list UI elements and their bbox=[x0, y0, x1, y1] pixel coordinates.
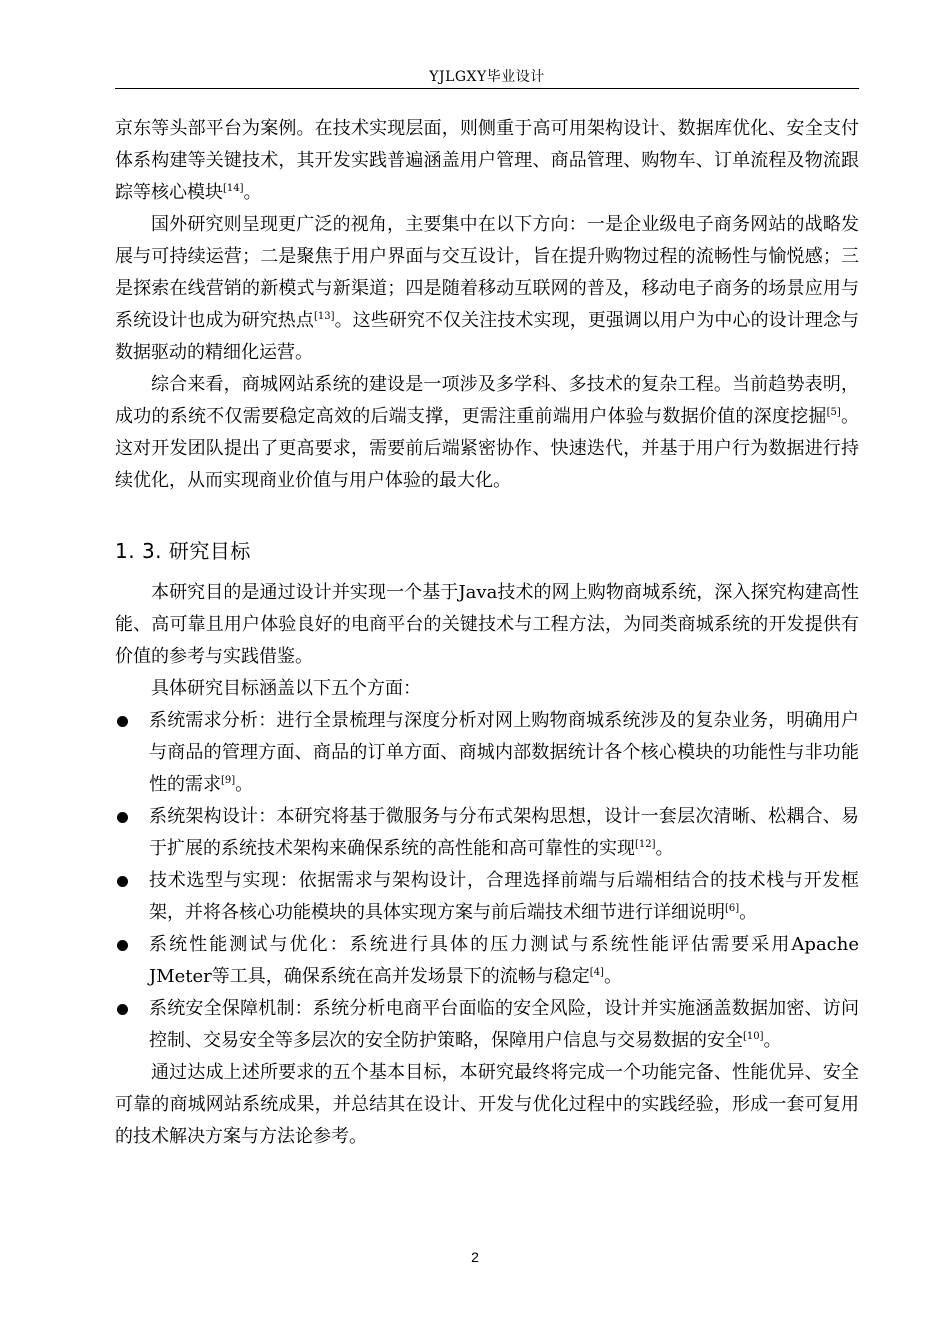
paragraph-text: 综合来看，商城网站系统的建设是一项涉及多学科、多技术的复杂工程。当前趋势表明，成功的系统不仅需要稳定高效的后端支撑，更需注重前端用户体验与数据价值的深度挖掘 bbox=[115, 374, 859, 427]
citation-ref: [14] bbox=[223, 183, 244, 194]
section-lead: 具体研究目标涵盖以下五个方面： bbox=[151, 678, 421, 699]
list-item bbox=[115, 929, 859, 993]
list-item bbox=[115, 705, 859, 801]
bullet-icon bbox=[117, 1004, 128, 1015]
list-item-text: 系统性能测试与优化：系统进行具体的压力测试与系统性能评估需要采用Apache JMeter等工具，确保系统在高并发场景下的流畅与稳定 bbox=[149, 934, 859, 987]
citation-ref: [13] bbox=[313, 311, 335, 322]
paragraph-text: 国外研究则呈现更广泛的视角，主要集中在以下方向：一是企业级电子商务网站的战略发展与可持续运营；二是聚焦于用户界面与交互设计，旨在提升购物过程的流畅性与愉悦感；三是探索在线营销的新模式与新渠道；四是随着移动互联网的普及，移动电子商务的场景应用与系统设计也成为研究热点 bbox=[115, 214, 859, 331]
header-rule bbox=[115, 88, 859, 89]
page-content bbox=[115, 113, 859, 1153]
paragraph-tail: 。 bbox=[243, 182, 262, 203]
list-item-text: 系统安全保障机制：系统分析电商平台面临的安全风险，设计并实施涵盖数据加密、访问控制、交易安全等多层次的安全防护策略，保障用户信息与交易数据的安全 bbox=[149, 998, 859, 1051]
citation-ref: [5] bbox=[826, 407, 841, 418]
section-intro: 本研究目的是通过设计并实现一个基于Java技术的网上购物商城系统，深入探究构建高性能、高可靠且用户体验良好的电商平台的关键技术与工程方法，为同类商城系统的开发提供有价值的参考与实践借鉴。 bbox=[115, 582, 859, 667]
list-item-text: 系统架构设计：本研究将基于微服务与分布式架构思想，设计一套层次清晰、松耦合、易于扩展的系统技术架构来确保系统的高性能和高可靠性的实现 bbox=[149, 806, 859, 859]
page-number: 2 bbox=[471, 1249, 479, 1265]
list-item-text: 技术选型与实现：依据需求与架构设计，合理选择前端与后端相结合的技术栈与开发框架，并将各核心功能模块的具体实现方案与前后端技术细节进行详细说明 bbox=[149, 870, 859, 923]
list-item bbox=[115, 993, 859, 1057]
paragraph-summary bbox=[115, 369, 859, 497]
paragraph-continued bbox=[115, 113, 859, 209]
section-conclusion: 通过达成上述所要求的五个基本目标，本研究最终将完成一个功能完备、性能优异、安全可靠的商城网站系统成果，并总结其在设计、开发与优化过程中的实践经验，形成一套可复用的技术解决方案与方法论参考。 bbox=[115, 1062, 859, 1147]
citation-ref: [10] bbox=[743, 1031, 764, 1042]
bullet-icon bbox=[117, 876, 128, 887]
paragraph-foreign-research bbox=[115, 209, 859, 369]
section-heading: 1. 3. 研究目标 bbox=[115, 539, 251, 563]
paragraph-tail: 。这对开发团队提出了更高要求，需要前后端紧密协作、快速迭代，并基于用户行为数据进行持续优化，从而实现商业价值与用户体验的最大化。 bbox=[115, 406, 859, 491]
list-item bbox=[115, 865, 859, 929]
list-item-tail: 。 bbox=[235, 774, 254, 795]
list-item-text: 系统需求分析：进行全景梳理与深度分析对网上购物商城系统涉及的复杂业务，明确用户与商品的管理方面、商品的订单方面、商城内部数据统计各个核心模块的功能性与非功能性的需求 bbox=[149, 710, 859, 795]
list-item-tail: 。 bbox=[655, 838, 674, 859]
bullet-icon bbox=[117, 716, 128, 727]
objectives-list bbox=[115, 705, 859, 1057]
list-item-tail: 。 bbox=[763, 1030, 782, 1051]
page-header: YJLGXY毕业设计 bbox=[429, 69, 545, 85]
bullet-icon bbox=[117, 940, 128, 951]
citation-ref: [12] bbox=[635, 839, 656, 850]
citation-ref: [6] bbox=[725, 903, 740, 914]
bullet-icon bbox=[117, 812, 128, 823]
citation-ref: [4] bbox=[589, 967, 604, 978]
paragraph-tail: 。这些研究不仅关注技术实现，更强调以用户为中心的设计理念与数据驱动的精细化运营。 bbox=[115, 310, 859, 363]
list-item-tail: 。 bbox=[603, 966, 622, 987]
list-item-tail: 。 bbox=[739, 902, 758, 923]
paragraph-text: 京东等头部平台为案例。在技术实现层面，则侧重于高可用架构设计、数据库优化、安全支付体系构建等关键技术，其开发实践普遍涵盖用户管理、商品管理、购物车、订单流程及物流跟踪等核心模块 bbox=[115, 118, 859, 203]
citation-ref: [9] bbox=[221, 775, 236, 786]
list-item bbox=[115, 801, 859, 865]
